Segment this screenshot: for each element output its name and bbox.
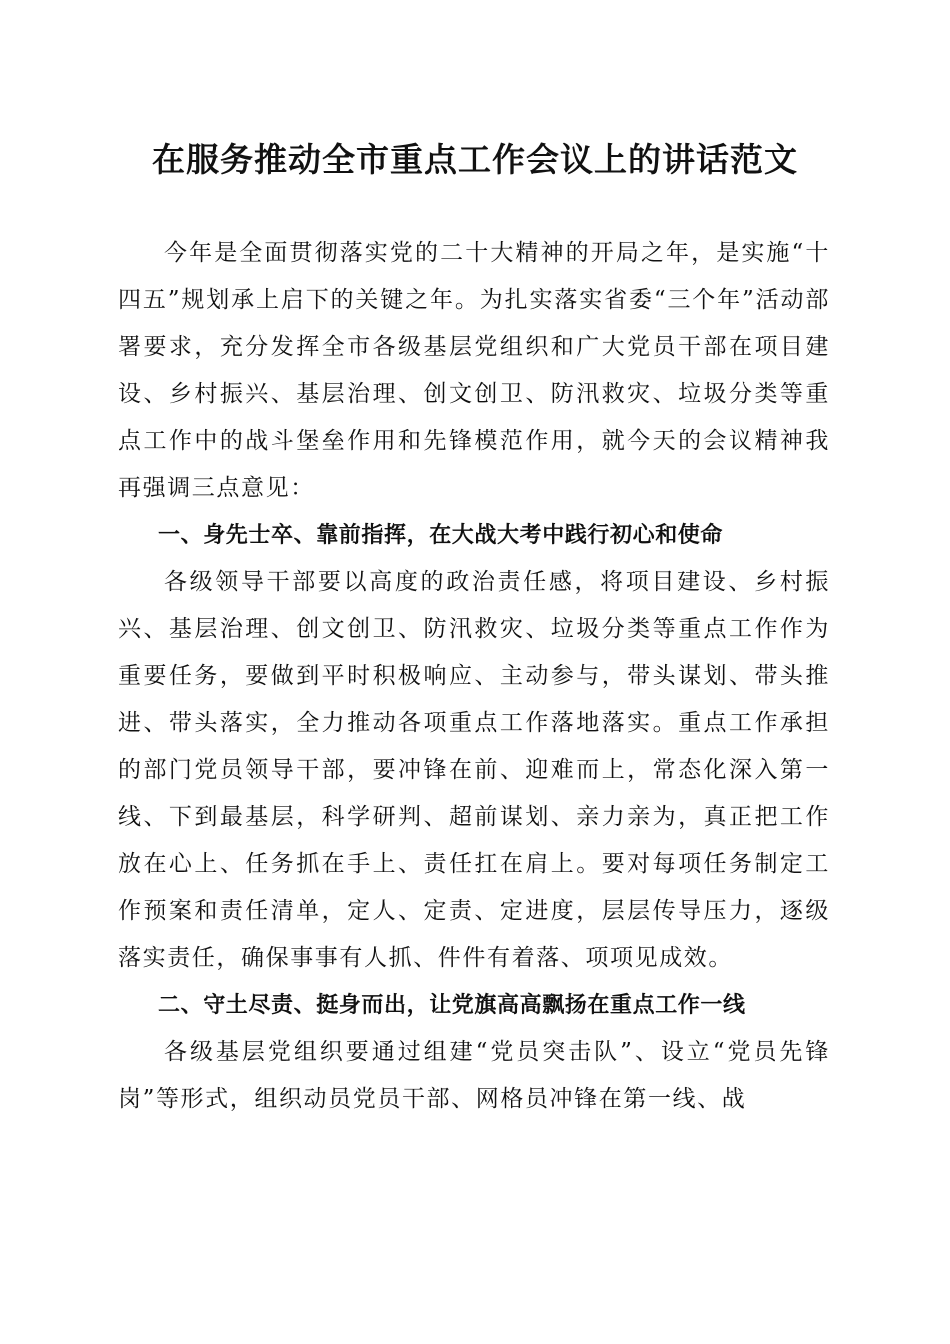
section-paragraph-1: 各级领导干部要以高度的政治责任感，将项目建设、乡村振兴、基层治理、创文创卫、防汛救灾、垃圾分类等重点工作作为重要任务，要做到平时积极响应、主动参与，带头谋划、带头推进、带头落实，全力推动各项重点工作落地落实。重点工作承担的部门党员领导干部，要冲锋在前、迎难而上，常态化深入第一线、下到最基层，科学研判、超前谋划、亲力亲为，真正把工作放在心上、任务抓在手上、责任扛在肩上。要对每项任务制定工作预案和责任清单，定人、定责、定进度，层层传导压力，逐级落实责任，确保事事有人抓、件件有着落、项项见成效。: [118, 569, 830, 971]
section-paragraph-2: 各级基层党组织要通过组建“党员突击队”、设立“党员先锋岗”等形式，组织动员党员干部、网格员冲锋在第一线、战: [118, 1039, 830, 1112]
intro-paragraph: 今年是全面贯彻落实党的二十大精神的开局之年，是实施“十四五”规划承上启下的关键之年。为扎实落实省委“三个年”活动部署要求，充分发挥全市各级基层党组织和广大党员干部在项目建设、乡村振兴、基层治理、创文创卫、防汛救灾、垃圾分类等重点工作中的战斗堡垒作用和先锋模范作用，就今天的会议精神我再强调三点意见：: [118, 240, 830, 501]
document-body: [118, 230, 830, 1123]
section-heading-1: 一、身先士卒、靠前指挥，在大战大考中践行初心和使命: [158, 523, 724, 548]
section-heading-2: 二、守土尽责、挺身而出，让党旗高高飘扬在重点工作一线: [158, 993, 746, 1018]
document-title: 在服务推动全市重点工作会议上的讲话范文: [152, 140, 798, 179]
